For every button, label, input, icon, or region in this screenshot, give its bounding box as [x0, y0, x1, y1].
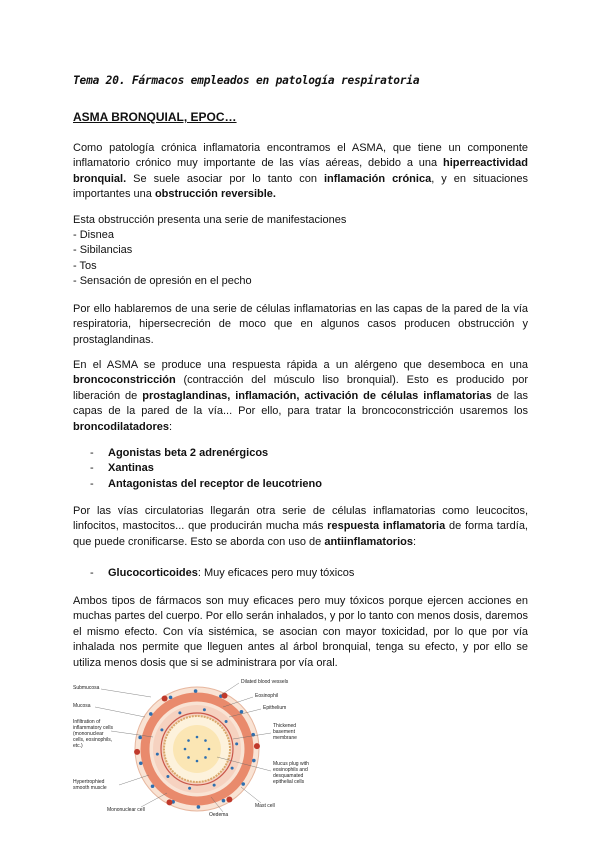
p1-text-1: Como patología crónica inflamatoria encontramos el ASMA, que tiene un componente inflamatorio crónico muy importante de las vías aéreas, debido a una [73, 142, 528, 170]
section-heading: ASMA BRONQUIAL, EPOC… [73, 110, 237, 124]
label-mucus-1: Mucus plug with [273, 761, 309, 767]
label-mucus-2: eosinophils and [273, 767, 308, 773]
blood-vessel [254, 743, 260, 749]
list-dash: - [90, 567, 94, 579]
blood-vessel [162, 696, 168, 702]
mucosa-cell [178, 711, 181, 714]
page-title: Tema 20. Fármacos empleados en patología respiratoria [73, 74, 420, 87]
p4-text-3: de las capas de la pared de la vía... Por ello, para tratar la broncoconstricción usaremos los [73, 389, 528, 418]
list-dash: - [90, 462, 94, 475]
plug-cell [196, 760, 199, 763]
p5-text-2: de forma tardía, que puede cronificarse. Esto se aborda con uso de [73, 520, 528, 548]
plug-cell [208, 748, 211, 751]
antiinflammatory-list [90, 566, 354, 581]
manifestation-item: - Sibilancias [73, 244, 133, 257]
p1-bold-2: inflamación crónica [323, 172, 432, 185]
mucosa-cell [225, 720, 228, 723]
label-submucosa: Submucosa [73, 685, 100, 691]
label-infiltration-1: Infiltration of [73, 719, 101, 725]
label-infiltration-5: etc.) [73, 743, 83, 749]
paragraph-6: Ambos tipos de fármacos son muy eficaces pero muy tóxicos porque ejercen acciones en muchas partes del cuerpo. Por ello serán inhalados, y por lo tanto con menos dosis, daremos el mismo efecto. Con vía sistémica, se asocian con mayor toxicidad, por lo que por vía inhalada nos permite que lleguen antes al árbol bronquial, tenga su efecto, y por ello se utiliza menos dosis que si se administrara por vía oral. [73, 595, 528, 669]
p5-bold-1: respuesta inflamatoria [327, 520, 446, 533]
list-dash: - [90, 477, 94, 490]
plug-cell [187, 739, 190, 742]
mucus-plug [173, 725, 221, 773]
p4-bold-2: prostaglandinas, inflamación, activación de células inflamatorias [142, 389, 492, 402]
p5-bold-2: antiinflamatorios [324, 535, 413, 548]
blood-vessel [166, 799, 172, 805]
label-hypertrophied-2: smooth muscle [73, 785, 107, 791]
label-eosinophil: Eosinophil [255, 693, 279, 699]
label-hypertrophied-1: Hypertrophied [73, 779, 105, 785]
list-item [90, 446, 322, 461]
bronchodilator-list [90, 446, 322, 492]
label-mucus-4: epithelial cells [273, 779, 305, 785]
plug-cell [196, 736, 199, 739]
asthma-airway-figure [71, 677, 323, 817]
inflammatory-cell [194, 689, 198, 693]
manifestations-intro: Esta obstrucción presenta una serie de manifestaciones [73, 214, 347, 226]
mucosa-cell [231, 767, 234, 770]
list-item-text: : Muy eficaces pero muy tóxicos [197, 567, 355, 579]
list-item-text: Agonistas beta 2 adrenérgicos [108, 447, 269, 459]
p4-bold-1: broncoconstricción [73, 374, 176, 387]
plug-cell [184, 748, 187, 751]
list-item-text: Antagonistas del receptor de leucotrieno [108, 477, 322, 490]
list-dash: - [90, 447, 94, 459]
inflammatory-cell [138, 736, 142, 740]
label-thickened-3: membrane [273, 735, 297, 741]
mucosa-cell [160, 728, 163, 731]
p5-text-3: : [412, 535, 417, 548]
label-thickened-2: basement [273, 729, 295, 735]
label-mucus-3: desquamated [273, 773, 304, 779]
list-item-text: Xantinas [108, 462, 154, 475]
p1-bold-1: hiperreactividad bronquial. [73, 157, 528, 185]
label-infiltration-3: (mononuclear [73, 731, 104, 737]
p4-text-1: En el ASMA se produce una respuesta rápida a un alérgeno que desemboca en una [73, 359, 528, 371]
paragraph-5 [73, 504, 528, 550]
label-mononuclear: Mononuclear cell [107, 807, 145, 813]
label-infiltration-4: cells, eosinophils, [73, 737, 113, 743]
inflammatory-cell [149, 712, 153, 716]
paragraph-1 [73, 141, 528, 203]
inflammatory-cell [139, 761, 143, 765]
plug-cell [204, 739, 207, 742]
blood-vessel [222, 693, 228, 699]
inflammatory-cell [252, 759, 256, 763]
inflammatory-cell [241, 782, 245, 786]
plug-cell [187, 756, 190, 759]
mucosa-cell [213, 784, 216, 787]
p5-text-1: Por las vías circulatorias llegarán otra serie de células inflamatorias como leucocitos, linfocitos, mastocitos... que producirán mucha más [73, 505, 528, 533]
inflammatory-cell [222, 799, 226, 803]
blood-vessel [226, 796, 232, 802]
label-mast-cell: Mast cell [255, 803, 275, 809]
inflammatory-cell [197, 805, 201, 809]
label-infiltration-2: inflammatory cells [73, 725, 114, 731]
label-epithelium: Epithelium [263, 705, 287, 711]
manifestation-item: - Tos [73, 259, 97, 272]
label-oedema: Oedema [209, 812, 229, 817]
p4-text-2: (contracción del músculo liso bronquial). Esto es producido por liberación de [73, 374, 528, 402]
inflammatory-cell [151, 784, 155, 788]
label-dilated-vessels: Dilated blood vessels [241, 679, 289, 685]
manifestation-item: - Sensación de opresión en el pecho [73, 274, 252, 287]
mucosa-cell [188, 787, 191, 790]
inflammatory-cell [169, 696, 173, 700]
label-mucosa: Mucosa [73, 703, 91, 709]
mucosa-cell [166, 775, 169, 778]
list-item [90, 566, 354, 581]
list-item-bold: Glucocorticoides [108, 567, 198, 579]
mucosa-cell [156, 753, 159, 756]
paragraph-4 [73, 358, 528, 435]
manifestations-block [73, 213, 346, 289]
p1-text-3: , y en situaciones importantes una [73, 172, 528, 201]
mucosa-cell [203, 708, 206, 711]
p4-text-4: : [168, 420, 173, 433]
p4-bold-3: broncodilatadores [73, 420, 169, 433]
manifestation-item: - Disnea [73, 229, 114, 242]
blood-vessel [134, 749, 140, 755]
plug-cell [204, 756, 207, 759]
p1-text-2: Se suele asociar por lo tanto con [126, 172, 324, 185]
label-thickened-1: Thickened [273, 723, 297, 729]
p1-bold-3: obstrucción reversible. [154, 188, 276, 201]
inflammatory-cell [240, 710, 244, 714]
mucosa-cell [235, 742, 238, 745]
paragraph-3: Por ello hablaremos de una serie de células inflamatorias en las capas de la pared de la vía respiratoria, hipersecreción de moco que en algunos casos producen obstrucción y prostaglandinas. [73, 303, 528, 346]
list-item [90, 461, 322, 476]
list-item [90, 477, 322, 492]
